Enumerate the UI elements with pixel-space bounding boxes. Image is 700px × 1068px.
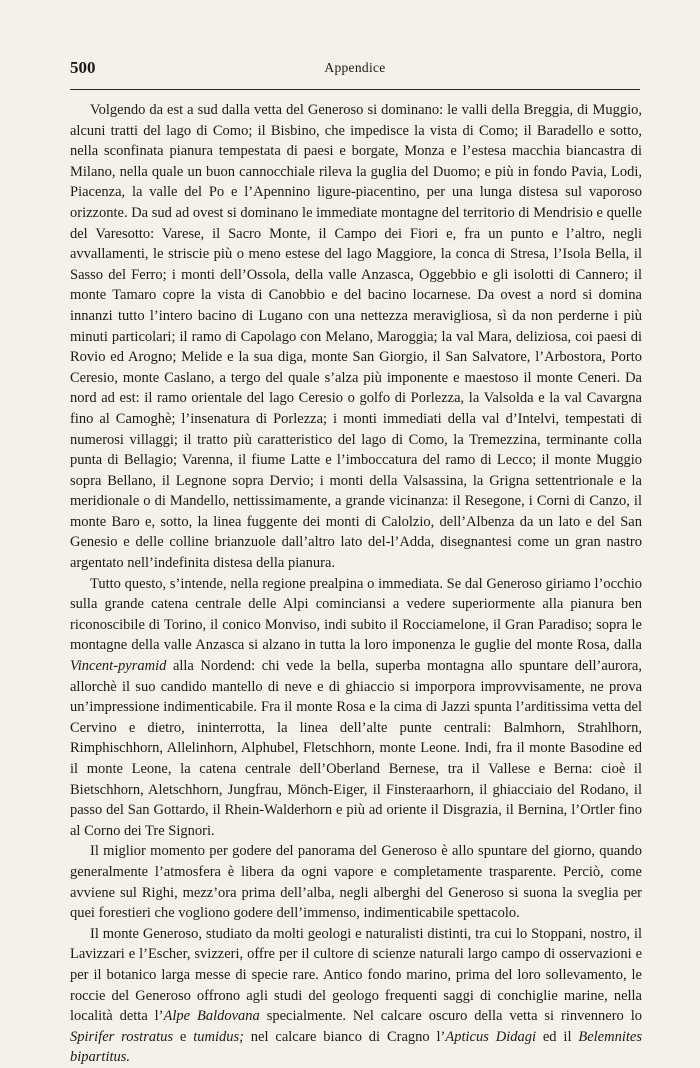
text-run: nel calcare bianco di Cragno l’: [243, 1028, 446, 1045]
italic-term: Vincent-pyramid: [70, 658, 167, 675]
italic-term: Belemnites bipartitus.: [70, 1028, 642, 1066]
text-run: ed il: [536, 1028, 579, 1045]
header-rule: [70, 89, 640, 90]
paragraph: [70, 574, 642, 842]
text-run: alla Nordend: chi vede la bella, superba montagna allo spuntare dell’aurora, allorchè il suo candido mantello di neve e di ghiaccio si imporpora improvvisamente, ne prova un’impressione indimenticabile. Fra il monte Rosa e la cima di Jazzi spunta l’arditissima vetta del Cervino e dietro, ininterrotta, la linea dell’alte punte centrali: Balmhorn, Strahlhorn, Rimphischhorn, Allelinhorn, Alphubel, Fletschhorn, monte Leone. Indi, fra il monte Basodine ed il monte Leone, la catena centrale dell’Oberland Bernese, tra il Vallese e Berna: cioè il Bietschhorn, Aletschhorn, Jungfrau, Mönch-Eiger, il Finsteraarhorn, il ghiacciaio del Rodano, il passo del San Gottardo, il Rhein-Walderhorn e più ad oriente il Disgrazia, il Bernina, l’Ortler fino al Corno dei Tre Signori.: [70, 658, 642, 839]
text-run: e: [173, 1028, 194, 1045]
running-head: Appendice: [324, 60, 386, 75]
text-run: Il monte Generoso, studiato da molti geologi e naturalisti distinti, tra cui lo Stoppani, nostro, il Lavizzari e l’Escher, svizzeri, offre per il cultore di scienze naturali largo campo di osservazioni e per il botanico larga messe di specie rare. Antico fondo marino, prima del loro sollevamento, le roccie del Generoso offrono agli studi del geologo frequenti saggi di conchiglie marine, nella località detta l’: [70, 925, 642, 1025]
italic-term: Spirifer rostratus: [70, 1028, 174, 1045]
page-number: 500: [70, 58, 96, 77]
text-run: Tutto questo, s’intende, nella regione prealpina o immediata. Se dal Generoso giriamo l’occhio sulla grande catena centrale delle Alpi cominciansi a vedere superiormente alla pianura ben riconoscibile di Torino, il conico Monviso, indi subito il Rocciamelone, il Gran Paradiso; sopra le montagne della valle Anzasca si alzano in tutta la loro imponenza le guglie del monte Rosa, dalla: [70, 575, 642, 654]
paragraph: [70, 924, 642, 1068]
paragraph: [70, 100, 642, 574]
italic-term: Apticus Didagi: [445, 1028, 536, 1045]
text-run: Volgendo da est a sud dalla vetta del Generoso si dominano: le valli della Breggia, di Muggio, alcuni tratti del lago di Como; il Bisbino, che impedisce la vista di Como; il Baradello e sotto, nella sconfinata pianura tempestata di paesi e borgate, Monza e l’estesa macchia biancastra di Milano, nella quale un buon cannocchiale rileva la guglia del Duomo; e più in fondo Pavia, Lodi, Piacenza, la valle del Po e l’Apennino ligure-piacentino, per una lunga distesa sul vaporoso orizzonte. Da sud ad ovest si dominano le immediate montagne del territorio di Mendrisio e quelle del Varesotto: Varese, il Sacro Monte, il Campo dei Fiori e, fra un punto e l’altro, negli avvallamenti, le striscie più o meno estese del lago Maggiore, la conca di Stresa, l’Isola Bella, il Sasso del Ferro; i monti dell’Ossola, della valle Anzasca, Oggebbio e gli isolotti di Cannero; il monte Tamaro copre la vista di Canobbio e del bacino locarnese. Da ovest a nord si domina innanzi tutto l’intero bacino di Lugano con una nettezza meravigliosa, sì da non perderne i più minuti particolari; il ramo di Capolago con Melano, Maroggia; la val Mara, deliziosa, coi paesi di Rovio ed Arogno; Melide e la sua diga, monte San Giorgio, il San Salvatore, l’Arbostora, Porto Ceresio, monte Caslano, a tergo del quale s’alza più imponente e maestoso il monte Ceneri. Da nord ad est: il ramo orientale del lago Ceresio o golfo di Porlezza, la Valsolda e la val Cavargna fino al Camoghè; l’insenatura di Porlezza; i monti immediati della val d’Intelvi, tempestati di numerosi villaggi; il tratto più caratteristico del lago di Como, la Tremezzina, terminante colla punta di Bellagio; Varenna, il fiume Latte e l’imboccatura del ramo di Lecco; il monte Muggio sopra Bellano, il Legnone sopra Dervio; i monti della Valsassina, la Grigna settentrionale e la meridionale o di Mandello, nettissimamente, a grande vicinanza: il Resegone, i Corni di Canzo, il monte Baro e, sotto, la linea fuggente dei monti di Calolzio, dell’Albenza da un lato e del San Genesio e delle colline brianzuole dall’altro lato del-l’Adda, disegnantesi come un gran nastro argentato nell’indefinita distesa della pianura.: [70, 102, 642, 572]
page-header: [70, 58, 640, 82]
body-text: [70, 100, 642, 1068]
text-run: Il miglior momento per godere del panorama del Generoso è allo spuntare del giorno, quando generalmente l’atmosfera è libera da ogni vapore e completamente trasparente. Perciò, come avviene sul Righi, mezz’ora prima dell’alba, negli alberghi del Generoso si suona la sveglia per quei forestieri che vogliono godere dell’immenso, indimenticabile spettacolo.: [70, 843, 642, 922]
italic-term: Alpe Baldovana: [163, 1008, 260, 1025]
paragraph: [70, 841, 642, 923]
italic-term: tumidus;: [193, 1028, 244, 1045]
text-run: specialmente. Nel calcare oscuro della vetta si rinvennero lo: [259, 1008, 642, 1025]
